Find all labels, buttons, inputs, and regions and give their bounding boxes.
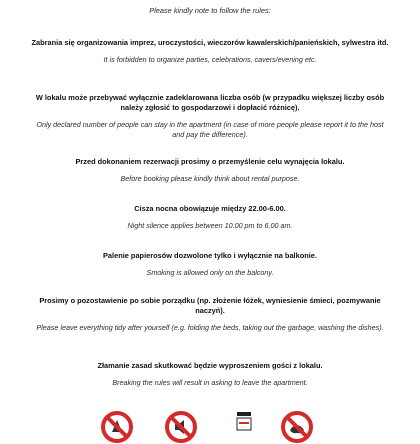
rule-en: Only declared number of people can stay in the apartment (in case of more people please report it to the host and pay the difference). [36,120,384,139]
rule-guest-count [30,93,390,140]
rule-en: It is forbidden to organize parties, celebrations, cavers/evening etc. [103,55,317,64]
rule-pl: Zabrania się organizowania imprez, uroczystości, wieczorów kawalerskich/panieńskich, sylwestra itd. [31,38,389,47]
rule-parties [30,38,390,65]
rule-pl: W lokalu może przebywać wyłącznie zadeklarowana liczba osób (w przypadku większej liczby osób należy zgłosić to gospodarzowi i dopłacić różnicę). [35,93,385,112]
rule-en: Smoking is allowed only on the balcony. [146,268,274,277]
rule-icons-row [0,404,420,434]
rule-en: Before booking please kindly think about rental purpose. [120,174,300,183]
no-pets-icon [280,410,314,444]
no-party-icon [100,410,134,444]
rule-night-silence [30,204,390,231]
rule-pl: Palenie papierosów dozwolone tylko i wyłącznie na balkonie. [103,251,317,260]
rule-pl: Przed dokonaniem rezerwacji prosimy o przemyślenie celu wynajęcia lokalu. [75,157,345,166]
intro-text: Please kindly note to follow the rules: [149,6,271,15]
rule-breaking [30,361,390,388]
smoking-area-icon [234,410,254,434]
rule-en: Please leave everything tidy after yourself (e.g. folding the beds, taking out the garbage, washing the dishes). [36,323,384,332]
rule-smoking [30,251,390,278]
rule-tidiness [30,296,390,333]
rule-rental-purpose [30,157,390,184]
no-noise-icon [164,410,198,444]
rule-en: Night silence applies between 10.00 pm to 6.00 am. [127,221,293,230]
rule-pl: Złamanie zasad skutkować będzie wyproszeniem gości z lokalu. [97,361,323,370]
rule-en: Breaking the rules will result in asking to leave the apartment. [112,378,308,387]
rule-pl: Cisza nocna obowiązuje między 22.00-6.00. [134,204,286,213]
rule-pl: Prosimy o pozostawienie po sobie porządku (np. złożenie łóżek, wyniesienie śmieci, pozmywanie naczyń). [39,296,381,315]
